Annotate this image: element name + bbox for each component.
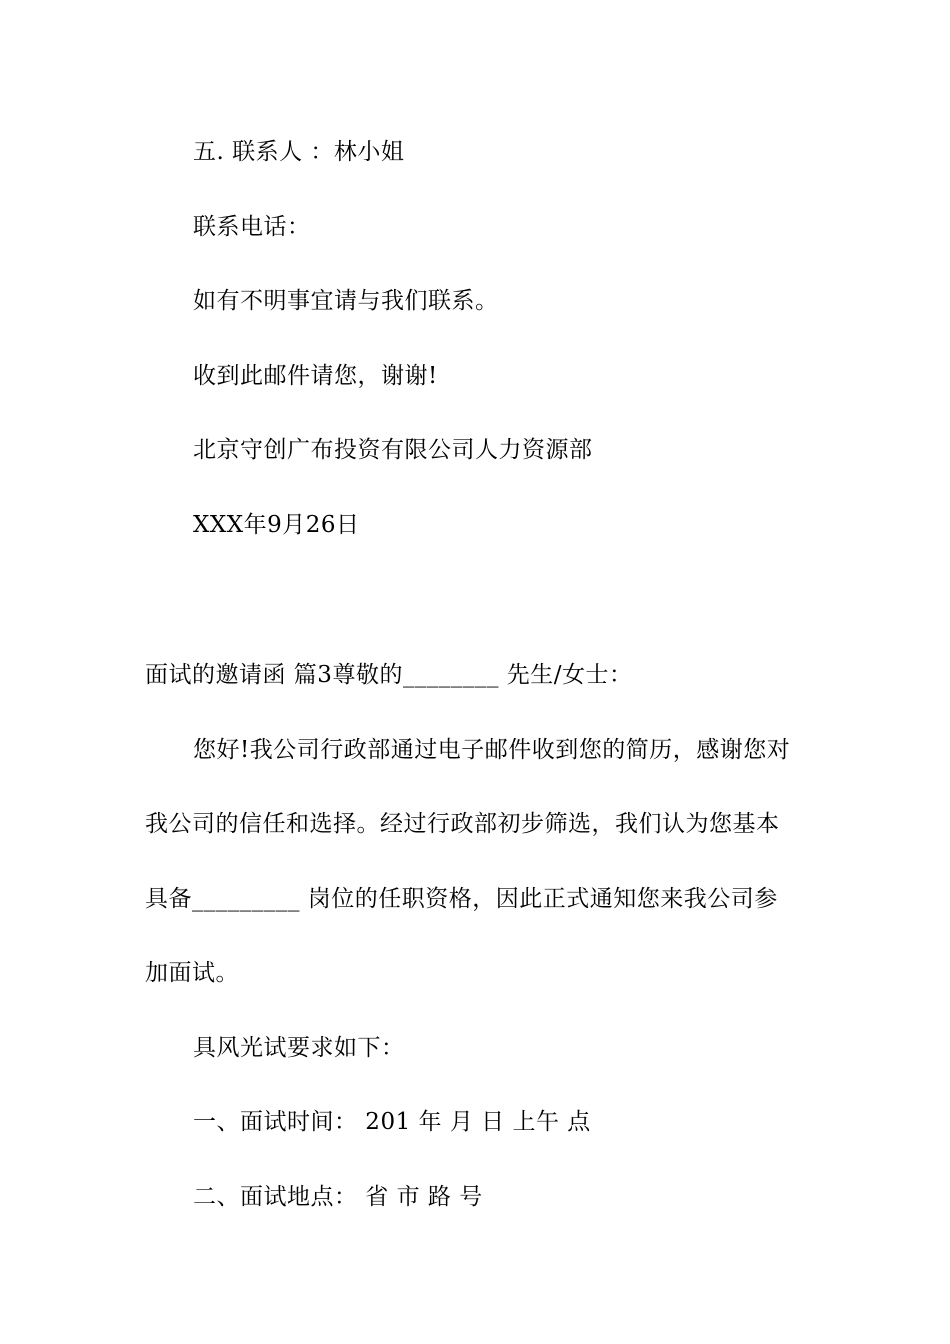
contact-person-line: 五. 联系人 ：林小姐	[193, 139, 405, 165]
requirements-intro: 具风光试要求如下：	[193, 1035, 405, 1061]
body-paragraph-line-3: 具备_________ 岗位的任职资格，因此正式通知您来我公司参	[145, 886, 778, 912]
invitation-heading: 面试的邀请函 篇3尊敬的________ 先生/女士：	[145, 662, 633, 688]
questions-line: 如有不明事宜请与我们联系。	[193, 288, 499, 314]
body-paragraph-line-1: 您好!我公司行政部通过电子邮件收到您的简历，感谢您对	[193, 737, 791, 763]
letter-date: XXX年9月26日	[193, 512, 360, 538]
interview-place-line: 二、面试地点： 省 市 路 号	[193, 1184, 483, 1210]
interview-time-line: 一、面试时间： 201 年 月 日 上午 点	[193, 1109, 591, 1135]
body-paragraph-line-4: 加面试。	[145, 960, 239, 986]
body-paragraph-line-2: 我公司的信任和选择。经过行政部初步筛选，我们认为您基本	[145, 811, 780, 837]
department-signature: 北京守创广布投资有限公司人力资源部	[193, 437, 593, 463]
receipt-line: 收到此邮件请您，谢谢!	[193, 363, 438, 389]
contact-phone-line: 联系电话：	[193, 214, 311, 240]
